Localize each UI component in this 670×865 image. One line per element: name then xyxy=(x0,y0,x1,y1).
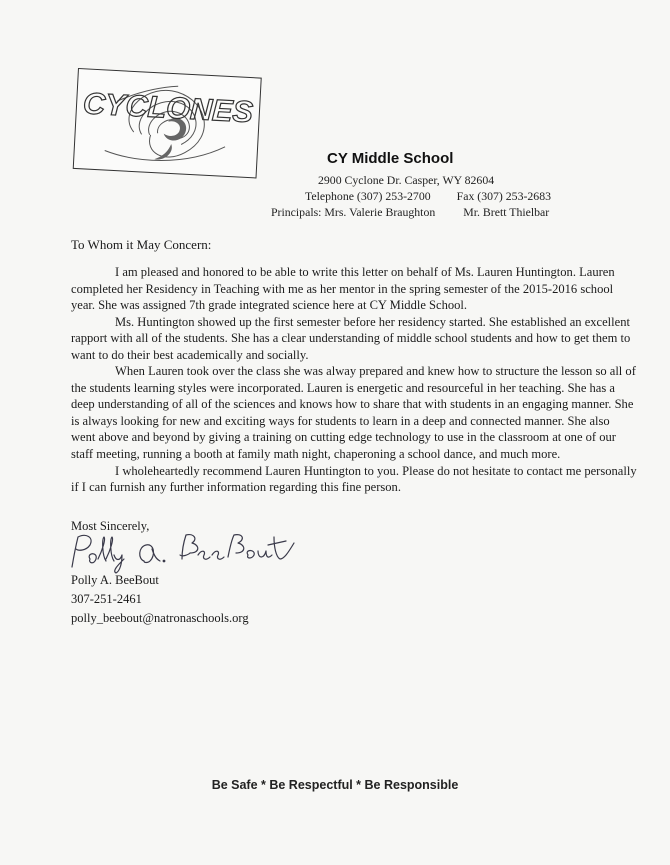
school-address: 2900 Cyclone Dr. Casper, WY 82604 xyxy=(318,173,495,187)
fax-number: Fax (307) 253-2683 xyxy=(456,189,552,203)
signer-phone: 307-251-2461 xyxy=(71,592,142,606)
svg-text:CYCLONES: CYCLONES xyxy=(82,87,251,130)
paragraph-3: When Lauren took over the class she was alway prepared and knew how to structure the lesson so all of the students learning styles were incorporated. Lauren is energetic and resourceful in her teaching. She has a deep understanding of all of the sciences and knows how to share that with students in an engaging manner. She is always looking for new and exciting ways for students to learn in a deep and connected manner. She also went above and beyond by giving a training on cutting edge technology to use in the classroom at one of our staff meeting, running a booth at family math night, chaperoning a school dance, and much more. xyxy=(71,364,636,462)
principals-line xyxy=(271,205,549,220)
school-name: CY Middle School xyxy=(327,150,454,167)
principal-2: Mr. Brett Thielbar xyxy=(463,205,550,219)
salutation: To Whom it May Concern: xyxy=(71,237,212,252)
logo-lettering xyxy=(82,87,253,129)
paragraph-2: Ms. Huntington showed up the first semester before her residency started. She established an excellent rapport with all of the students. She has a clear understanding of middle school students and how to get them to want to do their best academically and socially. xyxy=(71,314,631,362)
handwritten-signature xyxy=(64,529,304,575)
principal-1: Principals: Mrs. Valerie Braughton xyxy=(271,205,436,219)
signer-name: Polly A. BeeBout xyxy=(71,573,159,587)
telephone-number: Telephone (307) 253-2700 xyxy=(305,189,431,203)
letter-body xyxy=(71,264,637,496)
closing: Most Sincerely, xyxy=(71,519,150,533)
cyclones-logo xyxy=(73,68,262,178)
cyclone-swirl-icon xyxy=(74,69,261,177)
paragraph-1: I am pleased and honored to be able to write this letter on behalf of Ms. Lauren Huntington. Lauren completed her Residency in Teaching with me as her mentor in the spring semester of the 2015-2016 school year. She was assigned 7th grade integrated science here at CY Middle School. xyxy=(71,265,615,313)
contact-line xyxy=(305,189,551,204)
paragraph-4: I wholeheartedly recommend Lauren Huntington to you. Please do not hesitate to contact me personally if I can furnish any further information regarding this fine person. xyxy=(71,463,637,495)
school-motto: Be Safe * Be Respectful * Be Responsible xyxy=(211,778,459,792)
signer-email: polly_beebout@natronaschools.org xyxy=(71,611,249,625)
